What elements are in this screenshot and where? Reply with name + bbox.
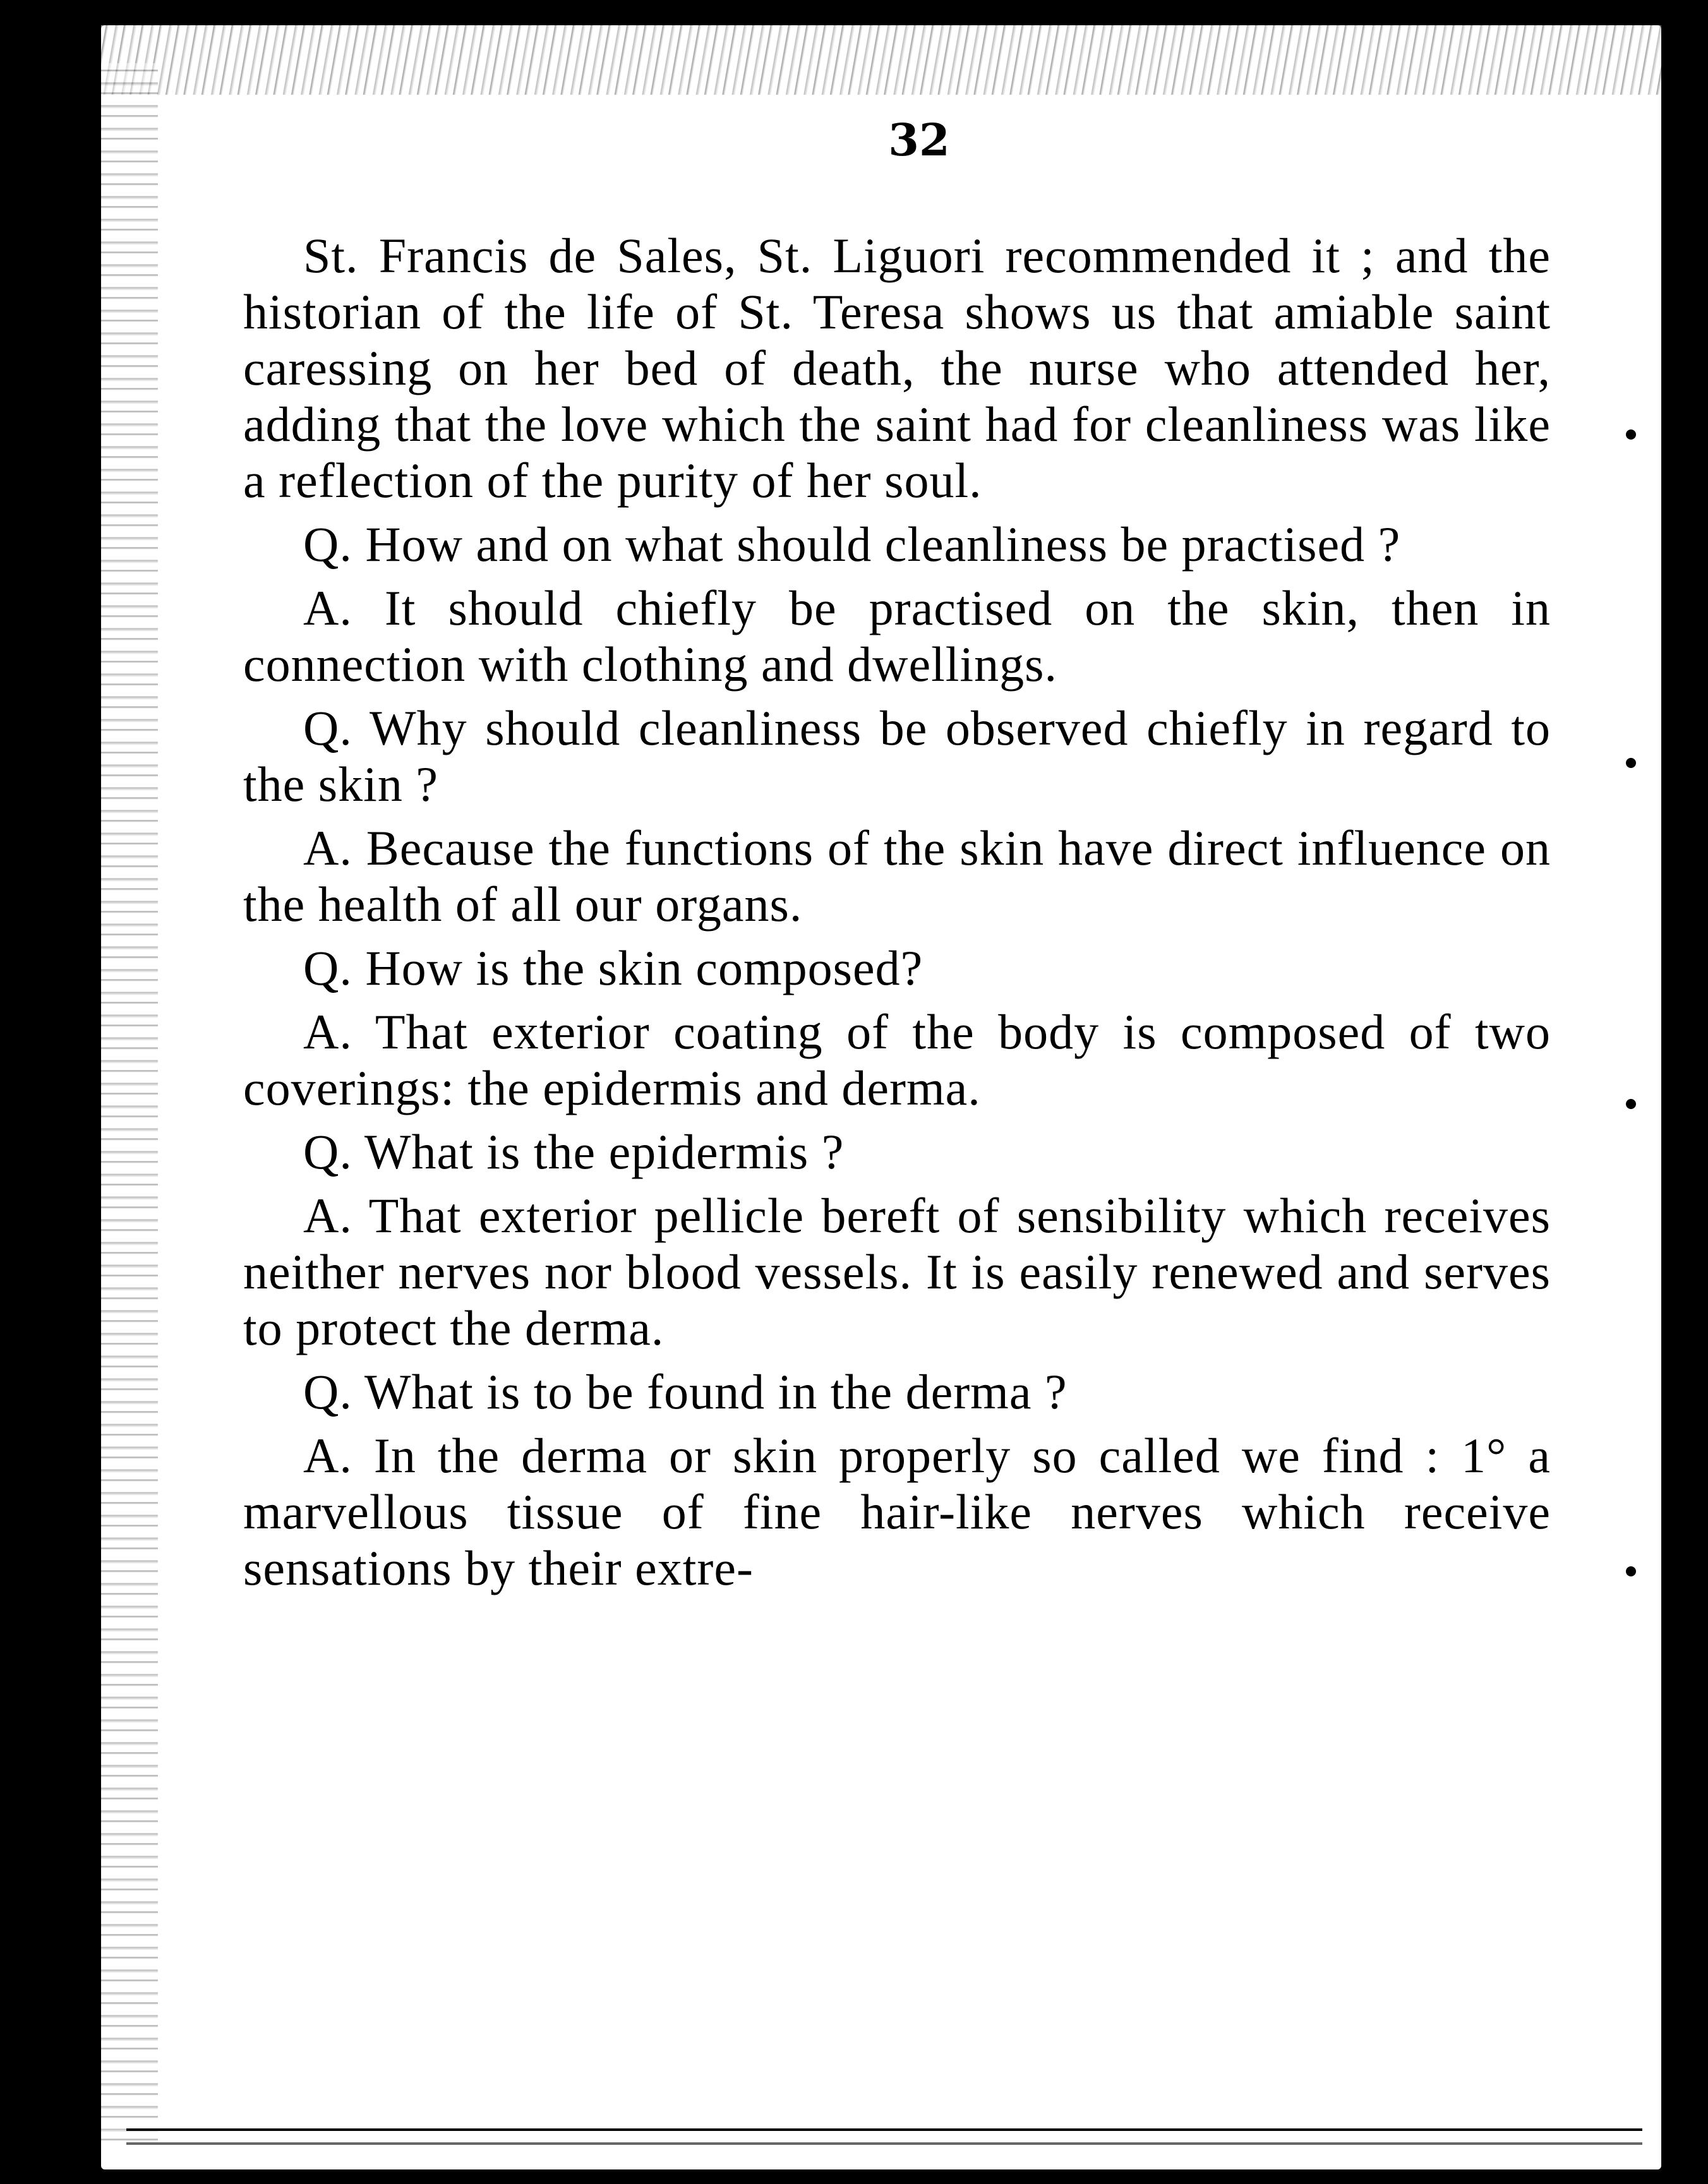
answer-paragraph: A. It should chiefly be practised on the skin, then in connection with clothing and dwellings. <box>243 580 1551 692</box>
bottom-rule <box>126 2142 1642 2145</box>
answer-paragraph: A. In the derma or skin properly so called we find : 1° a marvellous tissue of fine hair-like nerves which receive sensations by their extre- <box>243 1428 1551 1595</box>
paragraph-continued: St. Francis de Sales, St. Liguori recommended it ; and the historian of the life of St. Teresa shows us that amiable saint caressing on her bed of death, the nurse who attended her, adding that the love which the saint had for cleanliness was like a reflection of the purity of her soul. <box>243 228 1551 508</box>
question-paragraph: Q. What is to be found in the derma ? <box>303 1364 1068 1419</box>
question-paragraph: Q. Why should cleanliness be observed chiefly in regard to the skin ? <box>243 700 1551 812</box>
question-paragraph: Q. What is the epidermis ? <box>303 1124 845 1179</box>
answer-paragraph: A. That exterior coating of the body is composed of two coverings: the epidermis and derma. <box>243 1004 1551 1115</box>
question-paragraph: Q. How is the skin composed? <box>303 940 923 995</box>
ink-speck <box>1626 758 1636 768</box>
page-body-text <box>243 227 1551 1604</box>
page-number: 32 <box>888 114 950 166</box>
bottom-rule <box>126 2128 1642 2131</box>
answer-paragraph: A. That exterior pellicle bereft of sensibility which receives neither nerves nor blood vessels. It is easily renewed and serves to protect the derma. <box>243 1188 1551 1355</box>
book-page <box>101 25 1661 2169</box>
page-top-edge <box>101 25 1661 95</box>
answer-paragraph: A. Because the functions of the skin have direct influence on the health of all our organs. <box>243 820 1551 932</box>
ink-speck <box>1626 429 1636 440</box>
ink-speck <box>1626 1099 1636 1109</box>
page-binding-edge <box>101 63 158 2147</box>
question-paragraph: Q. How and on what should cleanliness be practised ? <box>303 517 1401 572</box>
ink-speck <box>1626 1566 1636 1576</box>
